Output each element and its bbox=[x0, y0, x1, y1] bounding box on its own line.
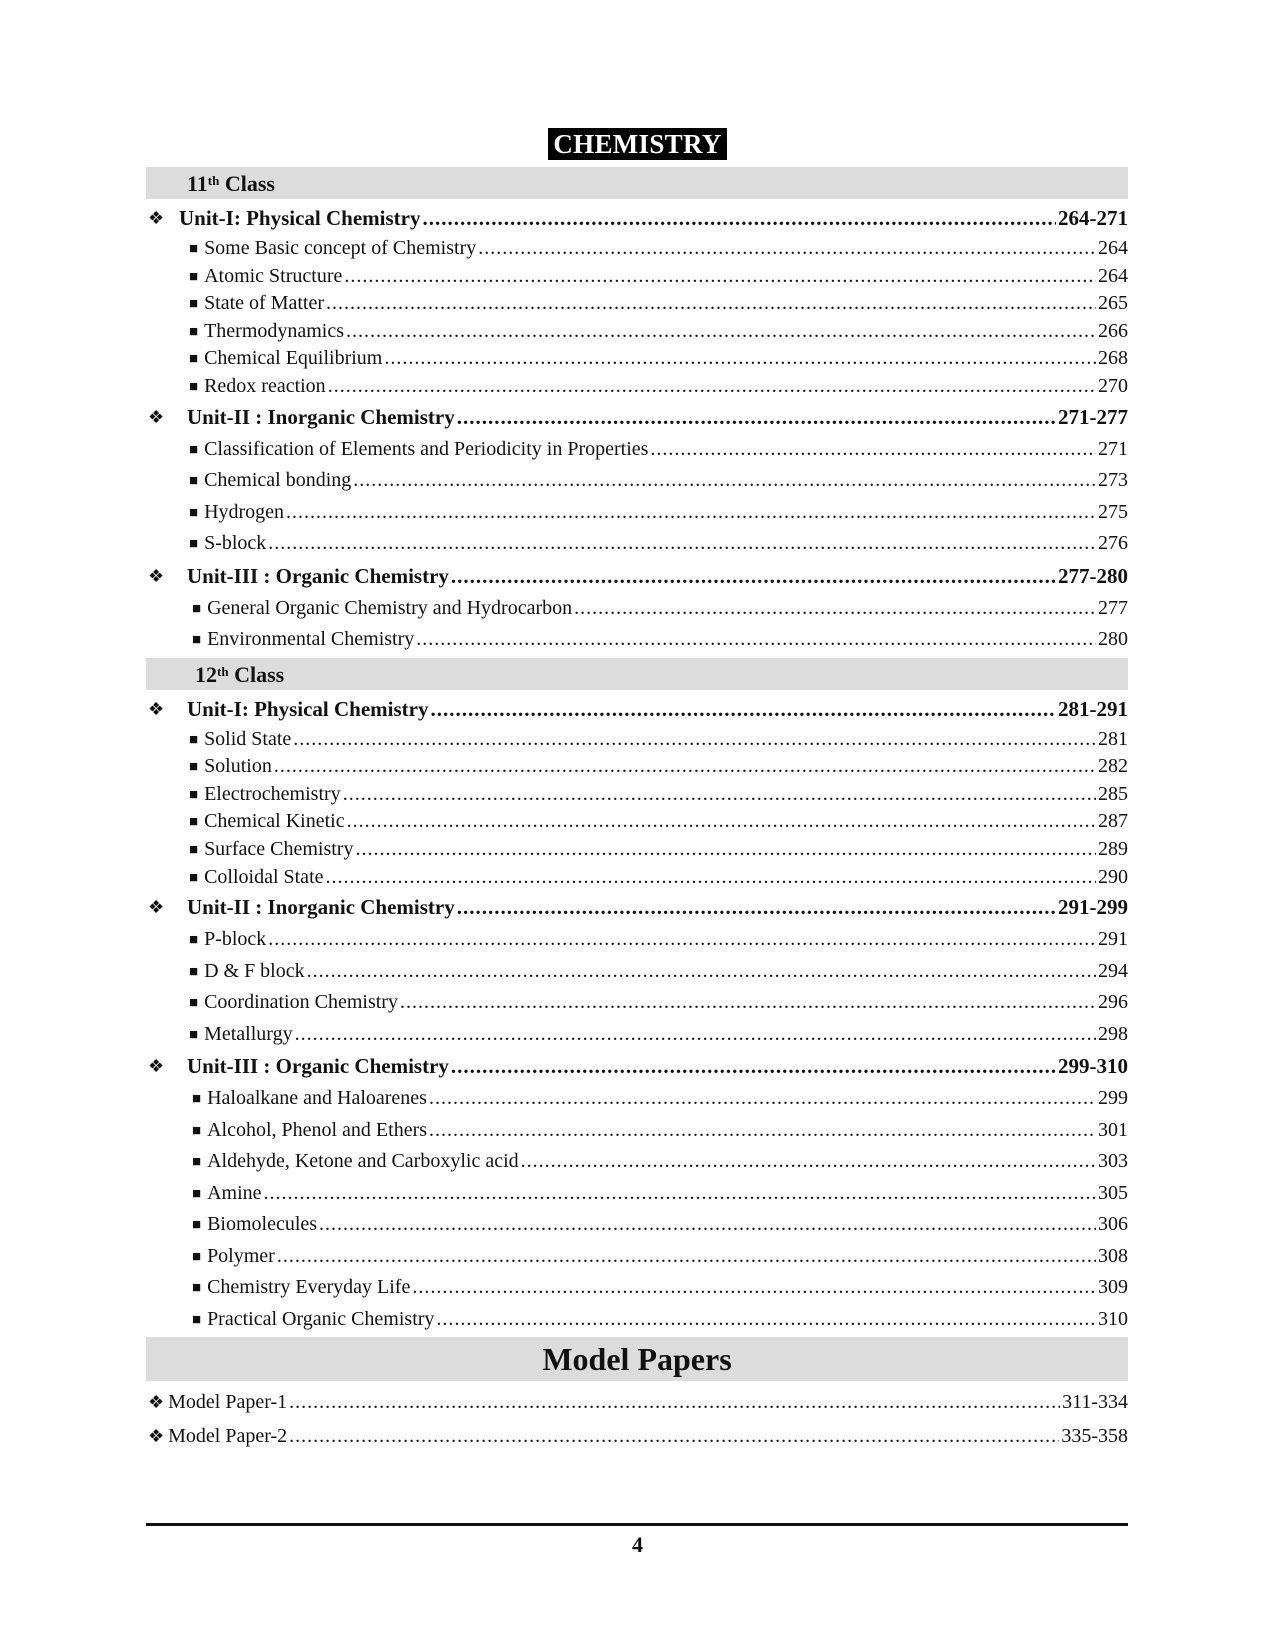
entry-title: Hydrogen bbox=[204, 500, 285, 523]
diamond-bullet-icon: ❖ bbox=[148, 1392, 165, 1413]
toc-entry[interactable] bbox=[146, 864, 1128, 892]
dot-leader bbox=[264, 1178, 1097, 1210]
entry-page: 285 bbox=[1098, 782, 1128, 805]
square-bullet-icon: ■ bbox=[189, 296, 199, 313]
entry-title: Amine bbox=[207, 1181, 262, 1204]
toc-entry[interactable] bbox=[146, 434, 1128, 466]
entry-page: 298 bbox=[1098, 1022, 1128, 1045]
entry-page: 299 bbox=[1098, 1087, 1128, 1110]
toc-entry[interactable] bbox=[146, 987, 1128, 1019]
square-bullet-icon: ■ bbox=[189, 814, 199, 831]
dot-leader bbox=[344, 263, 1096, 291]
entry-title: D & F block bbox=[204, 959, 305, 982]
toc-entry[interactable] bbox=[146, 497, 1128, 529]
toc-entry[interactable] bbox=[146, 624, 1128, 656]
dot-leader bbox=[347, 808, 1096, 836]
entry-page: 306 bbox=[1098, 1213, 1128, 1236]
class-header bbox=[187, 167, 275, 200]
footer-rule bbox=[146, 1523, 1128, 1526]
square-bullet-icon: ■ bbox=[189, 759, 199, 776]
model-paper-title: Model Paper-2 bbox=[168, 1425, 288, 1448]
square-bullet-icon: ■ bbox=[189, 473, 199, 490]
entry-title: Chemical bonding bbox=[204, 469, 352, 492]
dot-leader bbox=[353, 465, 1096, 497]
toc-entry[interactable] bbox=[146, 465, 1128, 497]
entry-page: 280 bbox=[1098, 628, 1128, 651]
diamond-bullet-icon: ❖ bbox=[148, 698, 165, 719]
entry-page: 271 bbox=[1098, 437, 1128, 460]
entry-page: 268 bbox=[1098, 347, 1128, 370]
dot-leader bbox=[277, 1241, 1096, 1273]
dot-leader bbox=[574, 593, 1096, 625]
class-ordinal-suffix: th bbox=[217, 663, 229, 679]
entry-page: 305 bbox=[1098, 1181, 1128, 1204]
entry-title: Environmental Chemistry bbox=[207, 628, 415, 651]
dot-leader bbox=[429, 1083, 1096, 1115]
diamond-bullet-icon: ❖ bbox=[148, 1426, 165, 1447]
entry-page: 264 bbox=[1098, 264, 1128, 287]
dot-leader bbox=[268, 528, 1096, 560]
square-bullet-icon: ■ bbox=[192, 600, 202, 617]
class-header-band bbox=[146, 658, 1128, 690]
square-bullet-icon: ■ bbox=[192, 1248, 202, 1265]
table-of-contents bbox=[146, 167, 1128, 1453]
square-bullet-icon: ■ bbox=[189, 995, 199, 1012]
dot-leader bbox=[451, 560, 1056, 593]
toc-entry[interactable] bbox=[146, 318, 1128, 346]
entry-title: Some Basic concept of Chemistry bbox=[204, 237, 477, 259]
square-bullet-icon: ■ bbox=[189, 731, 199, 748]
unit-title: Unit-I: Physical Chemistry bbox=[179, 206, 421, 230]
dot-leader bbox=[286, 497, 1096, 529]
entry-title: Redox reaction bbox=[204, 374, 326, 397]
unit-row[interactable] bbox=[146, 1050, 1128, 1083]
entry-page: 270 bbox=[1098, 374, 1128, 397]
toc-entry[interactable] bbox=[146, 235, 1128, 263]
entry-title: Chemical Kinetic bbox=[204, 810, 345, 833]
entry-title: Thermodynamics bbox=[204, 319, 345, 342]
square-bullet-icon: ■ bbox=[189, 1026, 199, 1043]
dot-leader bbox=[319, 1209, 1096, 1241]
dot-leader bbox=[346, 318, 1096, 346]
dot-leader bbox=[343, 781, 1096, 809]
entry-page: 282 bbox=[1098, 755, 1128, 778]
unit-title: Unit-III : Organic Chemistry bbox=[187, 1054, 449, 1079]
class-label: Class bbox=[224, 171, 275, 196]
entry-title: State of Matter bbox=[204, 292, 325, 315]
entry-page: 277 bbox=[1098, 596, 1128, 619]
square-bullet-icon: ■ bbox=[192, 1154, 202, 1171]
entry-title: P-block bbox=[204, 928, 267, 951]
toc-entry[interactable] bbox=[146, 956, 1128, 988]
unit-title: Unit-II : Inorganic Chemistry bbox=[187, 895, 455, 920]
dot-leader bbox=[400, 987, 1096, 1019]
dot-leader bbox=[274, 753, 1096, 781]
toc-entry[interactable] bbox=[146, 373, 1128, 401]
toc-entry[interactable] bbox=[146, 1019, 1128, 1051]
unit-pages: 291-299 bbox=[1058, 895, 1128, 920]
unit-row[interactable] bbox=[146, 560, 1128, 593]
toc-entry[interactable] bbox=[146, 1146, 1128, 1178]
square-bullet-icon: ■ bbox=[189, 241, 199, 257]
entry-page: 296 bbox=[1098, 991, 1128, 1014]
toc-entry[interactable] bbox=[146, 781, 1128, 809]
dot-leader bbox=[326, 864, 1097, 892]
model-papers-band bbox=[146, 1337, 1128, 1381]
entry-page: 290 bbox=[1098, 865, 1128, 888]
class-ordinal: 12 bbox=[195, 661, 217, 687]
toc-entry[interactable] bbox=[146, 924, 1128, 956]
dot-leader bbox=[422, 202, 1056, 235]
entry-title: Aldehyde, Ketone and Carboxylic acid bbox=[207, 1150, 519, 1173]
toc-entry[interactable] bbox=[146, 753, 1128, 781]
toc-entry[interactable] bbox=[146, 263, 1128, 291]
square-bullet-icon: ■ bbox=[189, 841, 199, 858]
toc-entry[interactable] bbox=[146, 345, 1128, 373]
dot-leader bbox=[429, 1115, 1096, 1147]
unit-row[interactable] bbox=[146, 401, 1128, 434]
unit-title: Unit-III : Organic Chemistry bbox=[187, 563, 449, 588]
entry-title: Practical Organic Chemistry bbox=[207, 1307, 435, 1330]
entry-page: 310 bbox=[1098, 1307, 1128, 1330]
model-papers-title: Model Papers bbox=[542, 1341, 732, 1378]
unit-row[interactable] bbox=[146, 693, 1128, 726]
entry-title: Chemistry Everyday Life bbox=[207, 1276, 411, 1299]
toc-entry[interactable] bbox=[146, 290, 1128, 318]
model-paper-entry[interactable] bbox=[146, 1385, 1128, 1419]
square-bullet-icon: ■ bbox=[189, 504, 199, 521]
square-bullet-icon: ■ bbox=[189, 323, 199, 340]
diamond-bullet-icon: ❖ bbox=[148, 208, 165, 228]
dot-leader bbox=[328, 373, 1096, 401]
dot-leader bbox=[436, 1304, 1096, 1336]
dot-leader bbox=[289, 1419, 1059, 1453]
entry-title: Coordination Chemistry bbox=[204, 991, 398, 1014]
model-paper-pages: 311-334 bbox=[1062, 1391, 1128, 1414]
entry-page: 308 bbox=[1098, 1244, 1128, 1267]
unit-pages: 271-277 bbox=[1058, 404, 1128, 429]
unit-row[interactable] bbox=[146, 891, 1128, 924]
page-title-wrap bbox=[0, 128, 1275, 160]
square-bullet-icon: ■ bbox=[192, 1122, 202, 1139]
square-bullet-icon: ■ bbox=[189, 378, 199, 395]
square-bullet-icon: ■ bbox=[189, 786, 199, 803]
toc-entry[interactable] bbox=[146, 1241, 1128, 1273]
entry-page: 265 bbox=[1098, 292, 1128, 315]
unit-pages: 277-280 bbox=[1058, 563, 1128, 588]
toc-entry[interactable] bbox=[146, 726, 1128, 754]
unit-pages: 264-271 bbox=[1058, 206, 1128, 230]
dot-leader bbox=[416, 624, 1096, 656]
entry-page: 281 bbox=[1098, 727, 1128, 750]
entry-page: 276 bbox=[1098, 532, 1128, 555]
model-paper-title: Model Paper-1 bbox=[168, 1391, 288, 1414]
class-header bbox=[195, 658, 284, 691]
entry-title: Biomolecules bbox=[207, 1213, 318, 1236]
square-bullet-icon: ■ bbox=[189, 536, 199, 553]
toc-entry[interactable] bbox=[146, 1272, 1128, 1304]
entry-page: 294 bbox=[1098, 959, 1128, 982]
entry-page: 309 bbox=[1098, 1276, 1128, 1299]
toc-entry[interactable] bbox=[146, 1115, 1128, 1147]
dot-leader bbox=[289, 1385, 1060, 1419]
toc-entry[interactable] bbox=[146, 528, 1128, 560]
dot-leader bbox=[307, 956, 1096, 988]
dot-leader bbox=[451, 1050, 1056, 1083]
diamond-bullet-icon: ❖ bbox=[148, 897, 165, 918]
dot-leader bbox=[384, 345, 1096, 373]
square-bullet-icon: ■ bbox=[189, 869, 199, 886]
diamond-bullet-icon: ❖ bbox=[148, 406, 165, 427]
entry-page: 289 bbox=[1098, 837, 1128, 860]
square-bullet-icon: ■ bbox=[189, 351, 199, 368]
entry-page: 273 bbox=[1098, 469, 1128, 492]
entry-page: 266 bbox=[1098, 319, 1128, 342]
entry-title: Haloalkane and Haloarenes bbox=[207, 1087, 427, 1110]
toc-entry[interactable] bbox=[146, 1178, 1128, 1210]
square-bullet-icon: ■ bbox=[192, 632, 202, 649]
entry-page: 275 bbox=[1098, 500, 1128, 523]
entry-title: Surface Chemistry bbox=[204, 837, 354, 860]
entry-title: Metallurgy bbox=[204, 1022, 293, 1045]
dot-leader bbox=[650, 434, 1096, 466]
toc-entry[interactable] bbox=[146, 1304, 1128, 1336]
diamond-bullet-icon: ❖ bbox=[148, 565, 165, 586]
square-bullet-icon: ■ bbox=[192, 1280, 202, 1297]
toc-entry[interactable] bbox=[146, 808, 1128, 836]
square-bullet-icon: ■ bbox=[189, 441, 199, 458]
entry-title: Chemical Equilibrium bbox=[204, 347, 383, 370]
toc-entry[interactable] bbox=[146, 1083, 1128, 1115]
dot-leader bbox=[326, 290, 1096, 318]
dot-leader bbox=[457, 401, 1056, 434]
dot-leader bbox=[355, 836, 1096, 864]
class-header-band bbox=[146, 167, 1128, 199]
model-paper-entry[interactable] bbox=[146, 1419, 1128, 1453]
dot-leader bbox=[478, 235, 1096, 263]
entry-page: 264 bbox=[1098, 237, 1128, 259]
entry-title: Polymer bbox=[207, 1244, 275, 1267]
entry-title: Solution bbox=[204, 755, 272, 778]
unit-row[interactable] bbox=[146, 202, 1128, 235]
square-bullet-icon: ■ bbox=[189, 268, 199, 285]
dot-leader bbox=[412, 1272, 1096, 1304]
entry-page: 303 bbox=[1098, 1150, 1128, 1173]
entry-page: 301 bbox=[1098, 1118, 1128, 1141]
square-bullet-icon: ■ bbox=[192, 1091, 202, 1108]
dot-leader bbox=[293, 726, 1096, 754]
entry-title: Electrochemistry bbox=[204, 782, 341, 805]
entry-title: Atomic Structure bbox=[204, 264, 343, 287]
dot-leader bbox=[295, 1019, 1096, 1051]
class-ordinal: 11 bbox=[187, 171, 208, 196]
unit-title: Unit-II : Inorganic Chemistry bbox=[187, 404, 455, 429]
unit-pages: 299-310 bbox=[1058, 1054, 1128, 1079]
entry-title: General Organic Chemistry and Hydrocarbon bbox=[207, 596, 573, 619]
square-bullet-icon: ■ bbox=[192, 1185, 202, 1202]
toc-entry[interactable] bbox=[146, 1209, 1128, 1241]
class-label: Class bbox=[234, 661, 285, 687]
diamond-bullet-icon: ❖ bbox=[148, 1056, 165, 1077]
square-bullet-icon: ■ bbox=[189, 963, 199, 980]
entry-title: Colloidal State bbox=[204, 865, 324, 888]
entry-title: S-block bbox=[204, 532, 267, 555]
entry-page: 287 bbox=[1098, 810, 1128, 833]
class-ordinal-suffix: th bbox=[207, 173, 220, 188]
toc-entry[interactable] bbox=[146, 836, 1128, 864]
entry-title: Alcohol, Phenol and Ethers bbox=[207, 1118, 428, 1141]
entry-title: Classification of Elements and Periodicity in Properties bbox=[204, 437, 649, 460]
unit-pages: 281-291 bbox=[1058, 696, 1128, 721]
entry-page: 291 bbox=[1098, 928, 1128, 951]
model-paper-pages: 335-358 bbox=[1061, 1425, 1128, 1448]
dot-leader bbox=[430, 693, 1056, 726]
unit-title: Unit-I: Physical Chemistry bbox=[187, 696, 429, 721]
square-bullet-icon: ■ bbox=[189, 932, 199, 949]
toc-entry[interactable] bbox=[146, 593, 1128, 625]
square-bullet-icon: ■ bbox=[192, 1217, 202, 1234]
dot-leader bbox=[457, 891, 1056, 924]
square-bullet-icon: ■ bbox=[192, 1311, 202, 1328]
entry-title: Solid State bbox=[204, 727, 292, 750]
dot-leader bbox=[521, 1146, 1096, 1178]
page-number: 4 bbox=[632, 1532, 643, 1557]
dot-leader bbox=[268, 924, 1096, 956]
page-title: CHEMISTRY bbox=[548, 128, 726, 160]
